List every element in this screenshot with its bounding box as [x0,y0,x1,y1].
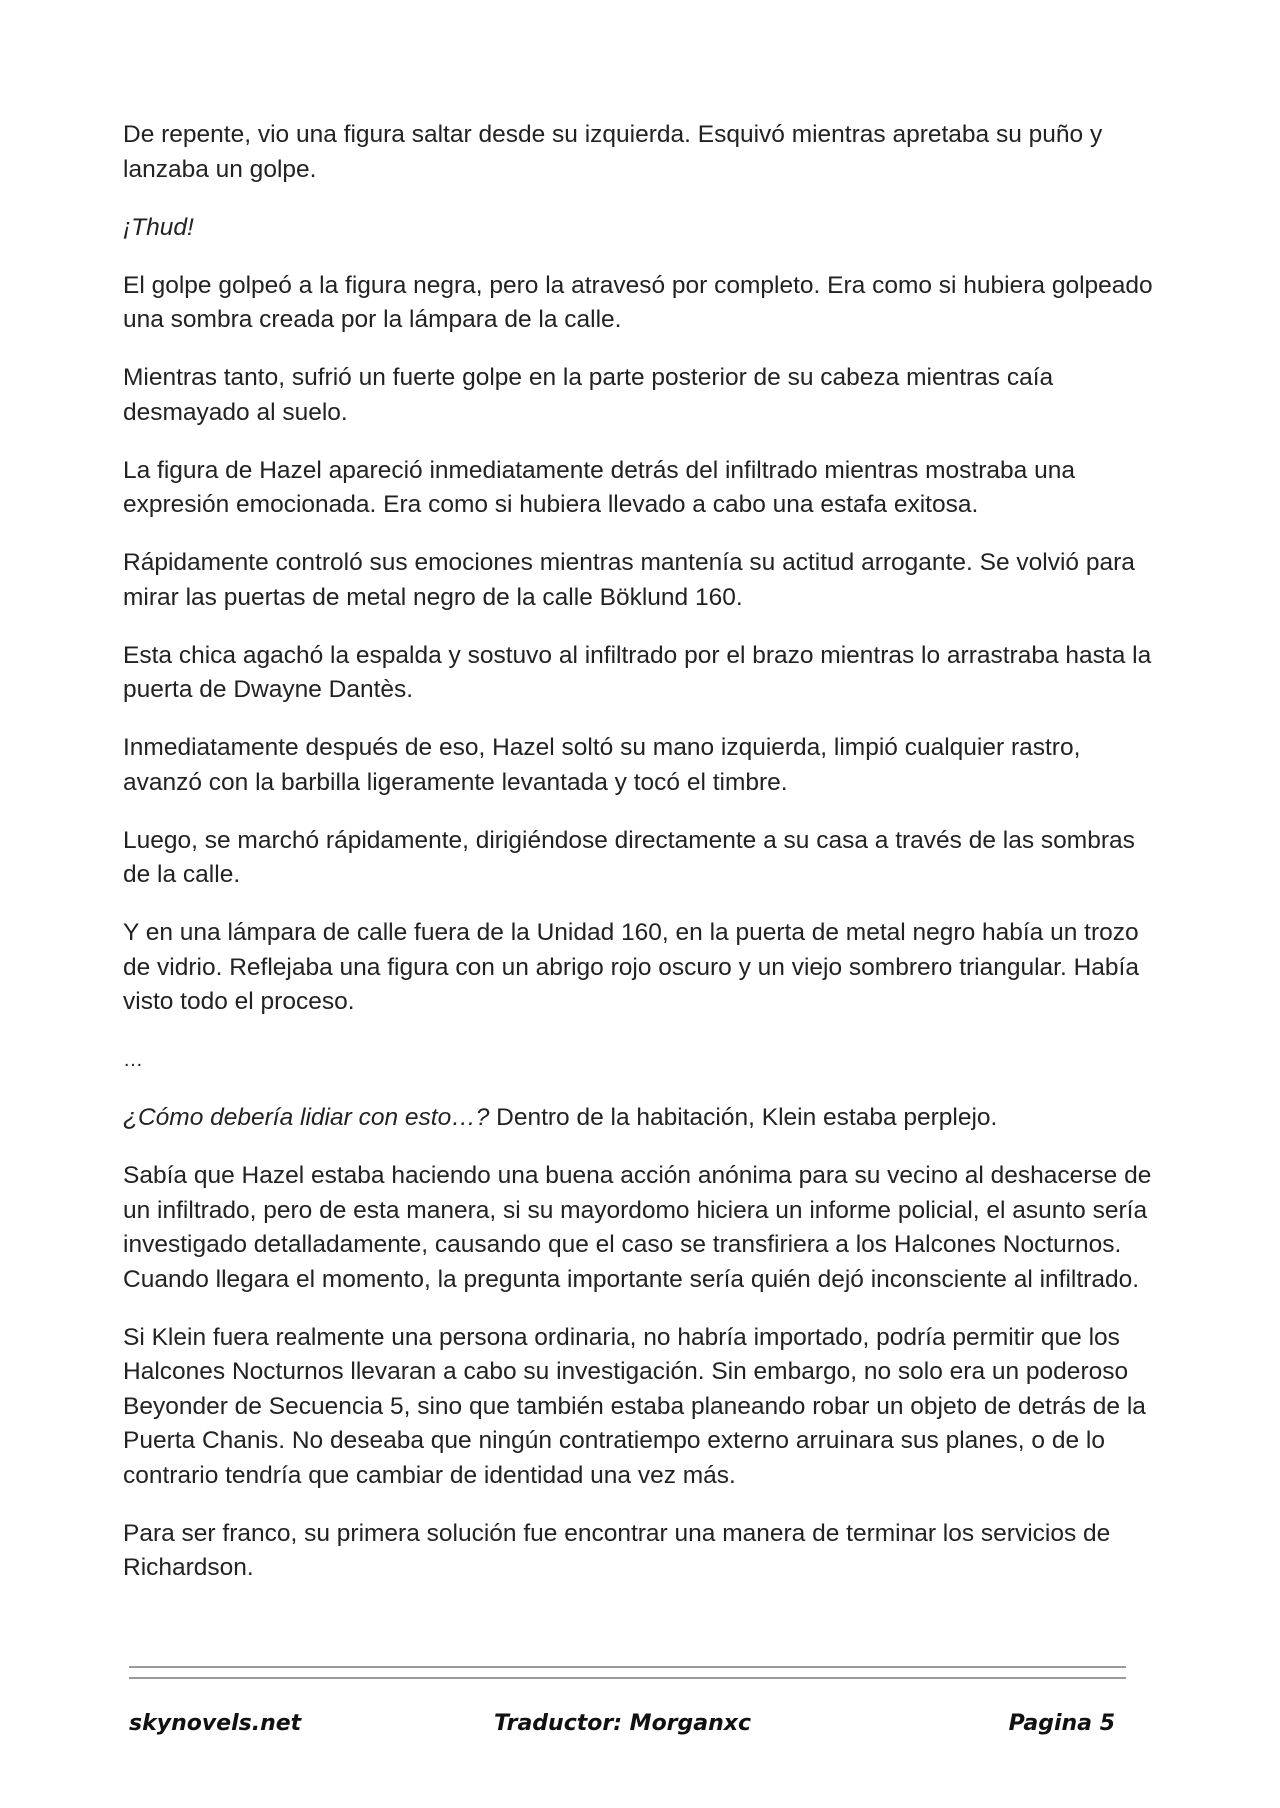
paragraph [123,824,1163,893]
paragraph [123,731,1163,800]
footer-divider-line [129,1677,1126,1679]
paragraph [123,269,1163,338]
paragraph [123,546,1163,615]
footer-site: skynovels.net [129,1711,302,1736]
paragraph-italic-text: ¿Cómo debería lidiar con esto…? [123,1104,490,1131]
paragraph-italic-text: ¡Thud! [123,213,194,241]
paragraph [123,118,1163,187]
paragraph-text: Para ser franco, su primera solución fue encontrar una manera de terminar los servicios de Richardson. [123,1519,1111,1581]
paragraph [123,211,1163,246]
paragraph [123,1101,1163,1136]
paragraph-text: Dentro de la habitación, Klein estaba perplejo. [489,1104,998,1131]
footer-translator: Traductor: Morganxc [494,1711,752,1736]
paragraph [123,454,1163,523]
footer-page-number: Pagina 5 [1008,1711,1115,1736]
paragraph-text: Si Klein fuera realmente una persona ordinaria, no habría importado, podría permitir que los Halcones Nocturnos llevaran a cabo su investigación. Sin embargo, no solo era un poderoso Beyonder de Secuencia 5, sino que también estaba planeando robar un objeto de detrás de la Puerta Chanis. No deseaba que ningún contratiempo externo arruinara sus planes, o de lo contrario tendría que cambiar de identidad una vez más. [123,1323,1146,1489]
paragraph [123,916,1163,1020]
paragraph [123,639,1163,708]
paragraph [123,1321,1163,1494]
paragraph-text: Mientras tanto, sufrió un fuerte golpe en la parte posterior de su cabeza mientras caía desmayado al suelo. [123,364,1054,426]
paragraph-text: Rápidamente controló sus emociones mientras mantenía su actitud arrogante. Se volvió para mirar las puertas de metal negro de la calle Böklund 160. [123,549,1135,611]
footer-divider [129,1666,1126,1680]
paragraph-text: El golpe golpeó a la figura negra, pero la atravesó por completo. Era como si hubiera golpeado una sombra creada por la lámpara de la calle. [123,271,1153,333]
paragraph [123,361,1163,430]
chapter-body [123,118,1163,1609]
paragraph [123,1517,1163,1586]
paragraph-text: La figura de Hazel apareció inmediatamente detrás del infiltrado mientras mostraba una expresión emocionada. Era como si hubiera llevado a cabo una estafa exitosa. [123,456,1075,518]
paragraph-text: Inmediatamente después de eso, Hazel soltó su mano izquierda, limpió cualquier rastro, avanzó con la barbilla ligeramente levantada y tocó el timbre. [123,734,1081,796]
paragraph-text: De repente, vio una figura saltar desde su izquierda. Esquivó mientras apretaba su puño y lanzaba un golpe. [123,121,1103,183]
paragraph-text: Y en una lámpara de calle fuera de la Unidad 160, en la puerta de metal negro había un trozo de vidrio. Reflejaba una figura con un abrigo rojo oscuro y un viejo sombrero triangular. Había visto todo el proceso. [123,919,1139,1015]
paragraph-text: Luego, se marchó rápidamente, dirigiéndose directamente a su casa a través de las sombras de la calle. [123,826,1135,888]
scene-break-text: … [123,1049,143,1071]
paragraph-text: Esta chica agachó la espalda y sostuvo al infiltrado por el brazo mientras lo arrastraba hasta la puerta de Dwayne Dantès. [123,641,1152,703]
footer-divider-line [129,1666,1126,1668]
paragraph-text: Sabía que Hazel estaba haciendo una buena acción anónima para su vecino al deshacerse de un infiltrado, pero de esta manera, si su mayordomo hiciera un informe policial, el asunto sería investigado detalladamente, causando que el caso se transfiriera a los Halcones Nocturnos. Cuando llegara el momento, la pregunta importante sería quién dejó inconsciente al infiltrado. [123,1162,1152,1293]
scene-break [123,1043,1163,1078]
paragraph [123,1159,1163,1297]
